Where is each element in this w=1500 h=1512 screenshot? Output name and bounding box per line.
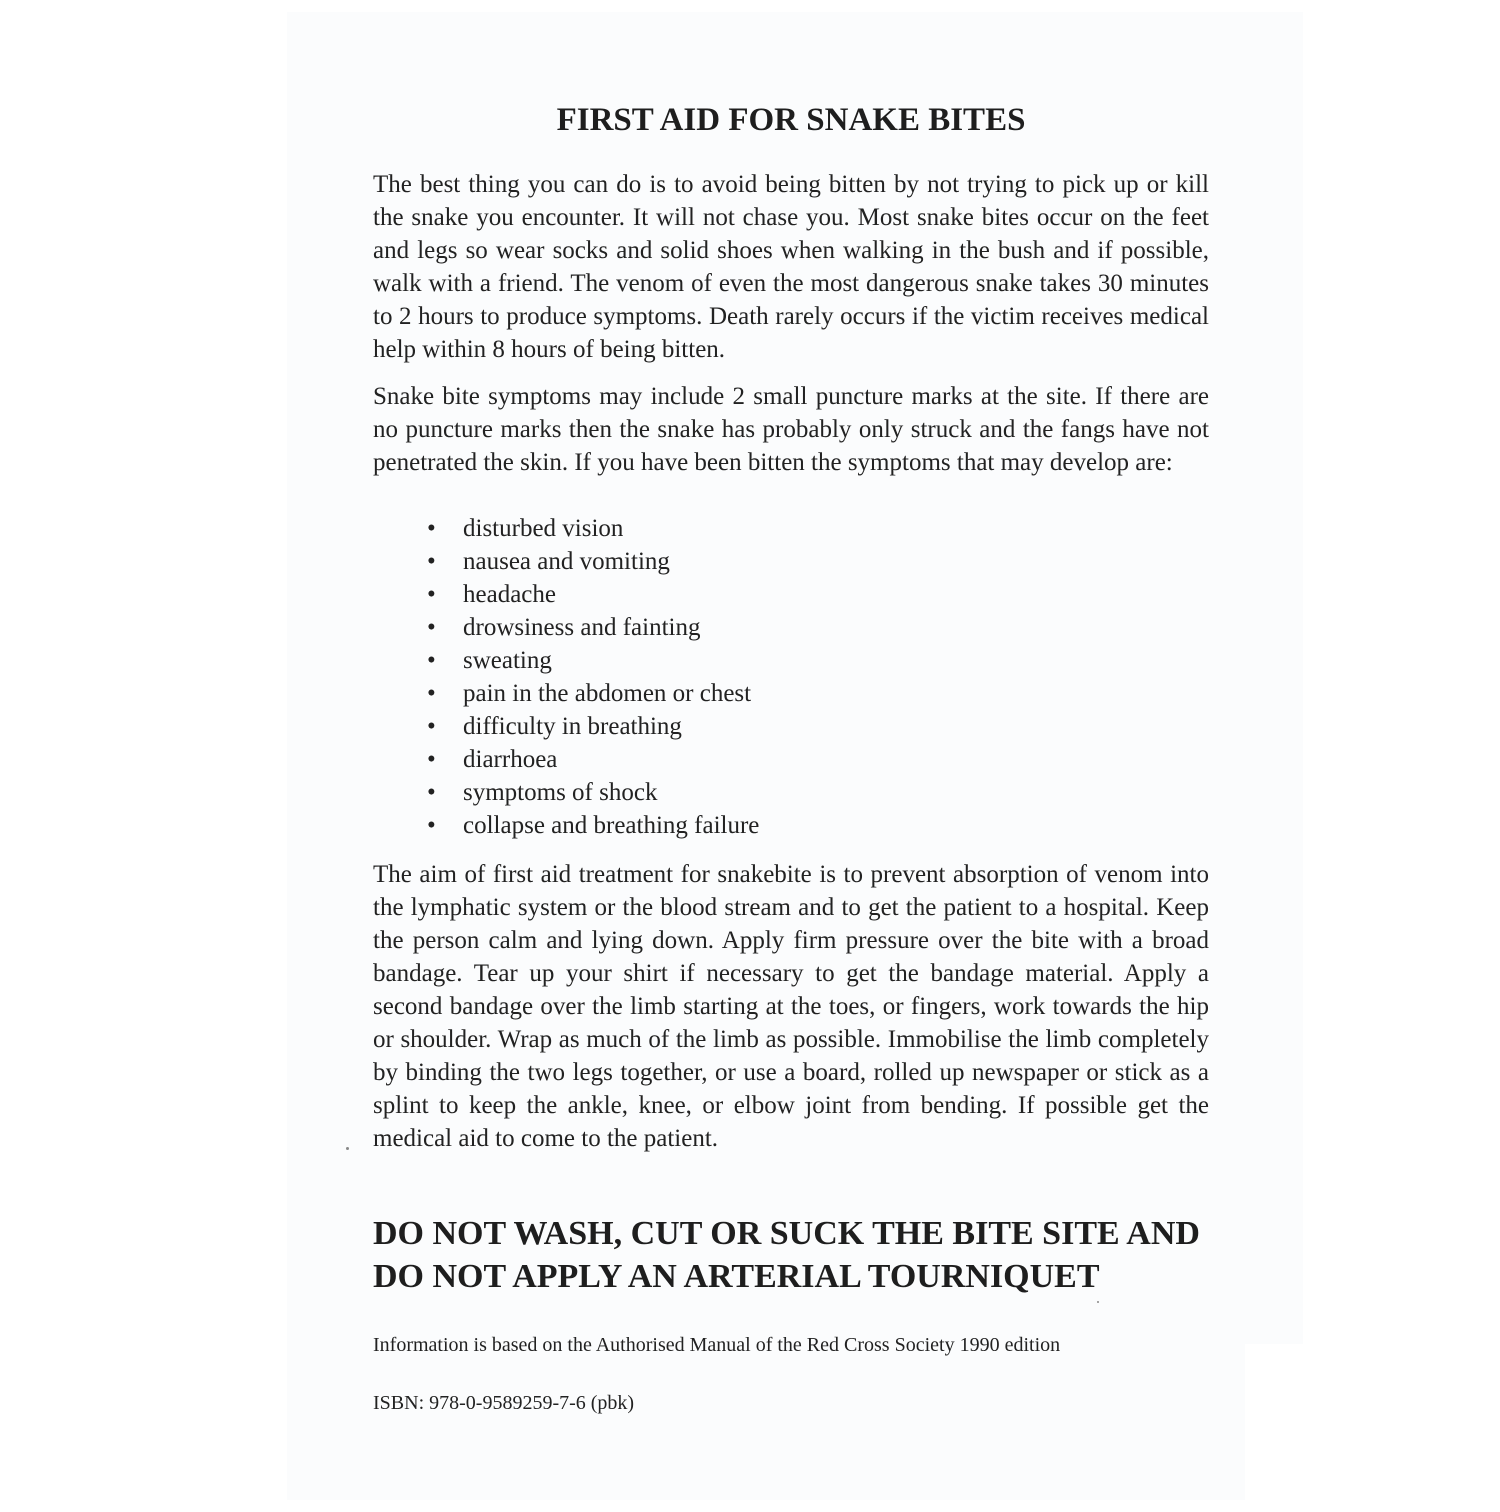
source-note: Information is based on the Authorised Manual of the Red Cross Society 1990 edition xyxy=(373,1334,1061,1356)
symptom-text: drowsiness and fainting xyxy=(463,614,701,641)
scan-speck xyxy=(1097,1301,1099,1303)
bullet-icon: • xyxy=(427,713,436,740)
list-item xyxy=(373,710,759,743)
document-page xyxy=(287,12,1303,1500)
bullet-icon: • xyxy=(427,746,436,773)
bullet-icon: • xyxy=(427,812,436,839)
list-item xyxy=(373,512,759,545)
list-item xyxy=(373,611,759,644)
bullet-icon: • xyxy=(427,548,436,575)
bullet-icon: • xyxy=(427,647,436,674)
symptom-text: pain in the abdomen or chest xyxy=(463,680,752,707)
warning-heading: DO NOT WASH, CUT OR SUCK THE BITE SITE AND DO NOT APPLY AN ARTERIAL TOURNIQUET xyxy=(373,1215,1200,1295)
bullet-icon: • xyxy=(427,779,436,806)
bullet-icon: • xyxy=(427,581,436,608)
symptom-text: sweating xyxy=(463,647,552,674)
symptom-text: headache xyxy=(463,581,556,608)
list-item xyxy=(373,809,759,842)
symptom-text: disturbed vision xyxy=(463,515,624,542)
symptom-text: diarrhoea xyxy=(463,746,558,773)
treatment-paragraph: The aim of first aid treatment for snakebite is to prevent absorption of venom into the lymphatic system or the blood stream and to get the patient to a hospital. Keep the person calm and lying down. Apply firm pressure over the bite with a broad bandage. Tear up your shirt if necessary to get the bandage material. Apply a second bandage over the limb starting at the toes, or fingers, work towards the hip or shoulder. Wrap as much of the limb as possible. Immobilise the limb completely by binding the two legs together, or use a board, rolled up newspaper or stick as a splint to keep the ankle, knee, or elbow joint from bending. If possible get the medical aid to come to the patient. xyxy=(373,861,1209,1152)
bullet-icon: • xyxy=(427,680,436,707)
list-item xyxy=(373,545,759,578)
symptom-text: difficulty in breathing xyxy=(463,713,682,740)
list-item xyxy=(373,776,759,809)
symptom-text: collapse and breathing failure xyxy=(463,812,760,839)
list-item xyxy=(373,644,759,677)
symptoms-list xyxy=(373,512,759,842)
isbn-line: ISBN: 978-0-9589259-7-6 (pbk) xyxy=(373,1392,635,1414)
scan-speck xyxy=(346,1147,349,1150)
symptom-text: symptoms of shock xyxy=(463,779,658,806)
list-item xyxy=(373,578,759,611)
list-item xyxy=(373,677,759,710)
symptom-text: nausea and vomiting xyxy=(463,548,670,575)
bullet-icon: • xyxy=(427,614,436,641)
page-title: FIRST AID FOR SNAKE BITES xyxy=(556,102,1026,138)
intro-paragraph: The best thing you can do is to avoid being bitten by not trying to pick up or kill the snake you encounter. It will not chase you. Most snake bites occur on the feet and legs so wear socks and solid shoes when walking in the bush and if possible, walk with a friend. The venom of even the most dangerous snake takes 30 minutes to 2 hours to produce symptoms. Death rarely occurs if the victim receives medical help within 8 hours of being bitten. xyxy=(373,171,1209,363)
blank-patch xyxy=(1245,1344,1500,1512)
list-item xyxy=(373,743,759,776)
bullet-icon: • xyxy=(427,515,436,542)
symptoms-intro-paragraph: Snake bite symptoms may include 2 small puncture marks at the site. If there are no puncture marks then the snake has probably only struck and the fangs have not penetrated the skin. If you have been bitten the symptoms that may develop are: xyxy=(373,383,1209,476)
